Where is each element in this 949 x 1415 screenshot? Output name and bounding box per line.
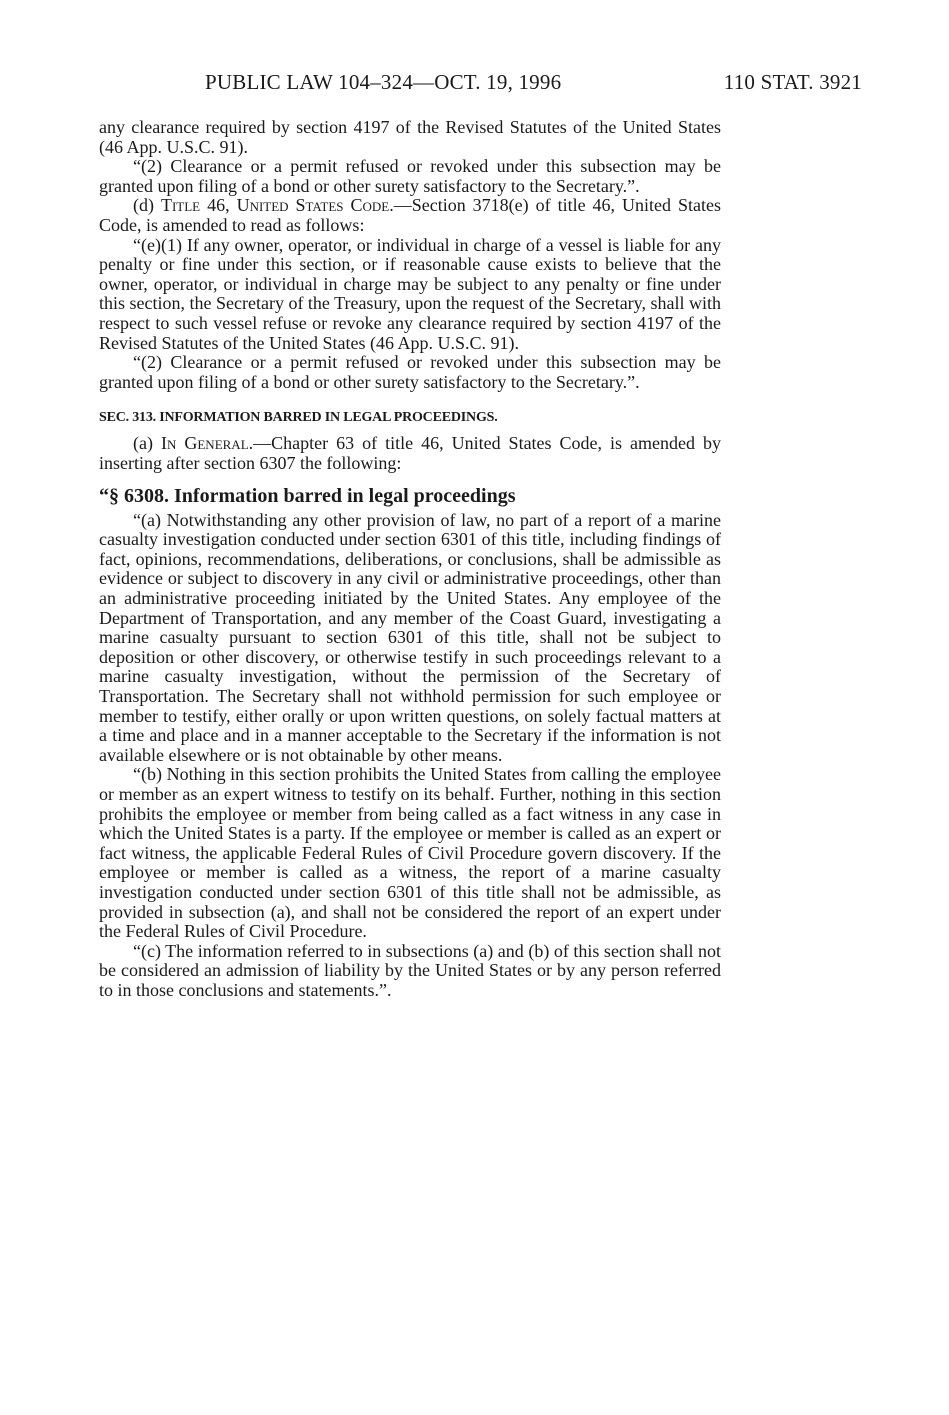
- paragraph-c: “(c) The information referred to in subsections (a) and (b) of this section shall not be considered an admission of liability by the United States or by any person referred to in those conclusions and statements.”.: [99, 940, 721, 1000]
- paragraph-b: “(b) Nothing in this section prohibits the United States from calling the employee or member as an expert witness to testify on its behalf. Further, nothing in this section prohibits the employee or member from being called as a fact witness in any case in which the United States is a party. If the employee or member is called as an expert or fact witness, the applicable Federal Rules of Civil Procedure govern discovery. If the employee or member is called as a witness, the report of a marine casualty investigation conducted under section 6301 of this title shall not be admissible, as provided in subsection (a), and shall not be considered the report of an expert under the Federal Rules of Civil Procedure.: [99, 764, 721, 942]
- document-body: [99, 118, 721, 1001]
- paragraph-heading: In General: [160, 432, 249, 453]
- paragraph-e2: “(2) Clearance or a permit refused or revoked under this subsection may be granted upon filing of a bond or other surety satisfactory to the Secretary.”.: [99, 352, 721, 392]
- header-title: PUBLIC LAW 104–324—OCT. 19, 1996: [205, 70, 562, 94]
- paragraph-text: .—Chapter 63 of title 46, United States Code, is amended by inserting after section 6307 the following:: [99, 432, 721, 473]
- paragraph-text: .—Section 3718(e) of title 46, United States Code, is amended to read as follows:: [99, 195, 721, 235]
- paragraph-a: “(a) Notwithstanding any other provision of law, no part of a report of a marine casualty investigation conducted under section 6301 of this title, including findings of fact, opinions, recommendations, deliberations, or conclusions, shall be admissible as evidence or subject to discovery in any civil or administrative proceedings, other than an administrative proceeding initiated by the United States. Any employee of the Department of Transportation, and any member of the Coast Guard, investigating a marine casualty pursuant to section 6301 of this title, shall not be subject to deposition or other discovery, or otherwise testify in such proceedings relevant to a marine casualty investigation, without the permission of the Secretary of Transportation. The Secretary shall not withhold permission for such employee or member to testify, either orally or upon written questions, on solely factual matters at a time and place and in a manner acceptable to the Secretary if the information is not available elsewhere or is not obtainable by other means.: [99, 509, 721, 765]
- paragraph-title-46: [99, 196, 721, 235]
- paragraph-e1: “(e)(1) If any owner, operator, or individual in charge of a vessel is liable for any penalty or fine under this section, or if reasonable cause exists to believe that the owner, operator, or individual in charge may be subject to any penalty or fine under this section, the Secretary of the Treasury, upon the request of the Secretary, shall with respect to such vessel refuse or revoke any clearance required by section 4197 of the Revised Statutes of the United States (46 App. U.S.C. 91).: [99, 234, 722, 353]
- paragraph-prefix: (a): [133, 432, 161, 453]
- paragraph-clearance-2: “(2) Clearance or a permit refused or revoked under this subsection may be granted upon filing of a bond or other surety satisfactory to the Secretary.”.: [99, 156, 721, 196]
- section-heading: SEC. 313. INFORMATION BARRED IN LEGAL PROCEEDINGS.: [99, 410, 498, 426]
- subsection-heading: “§ 6308. Information barred in legal proceedings: [99, 485, 516, 508]
- page-header: [100, 70, 862, 100]
- paragraph-prefix: (d): [133, 195, 161, 216]
- paragraph-in-general: [99, 434, 721, 473]
- paragraph-heading: Title 46, United States Code: [160, 195, 390, 216]
- header-page-ref: 110 STAT. 3921: [723, 70, 862, 94]
- paragraph-continuation: any clearance required by section 4197 of the Revised Statutes of the United States (46 App. U.S.C. 91).: [99, 117, 721, 157]
